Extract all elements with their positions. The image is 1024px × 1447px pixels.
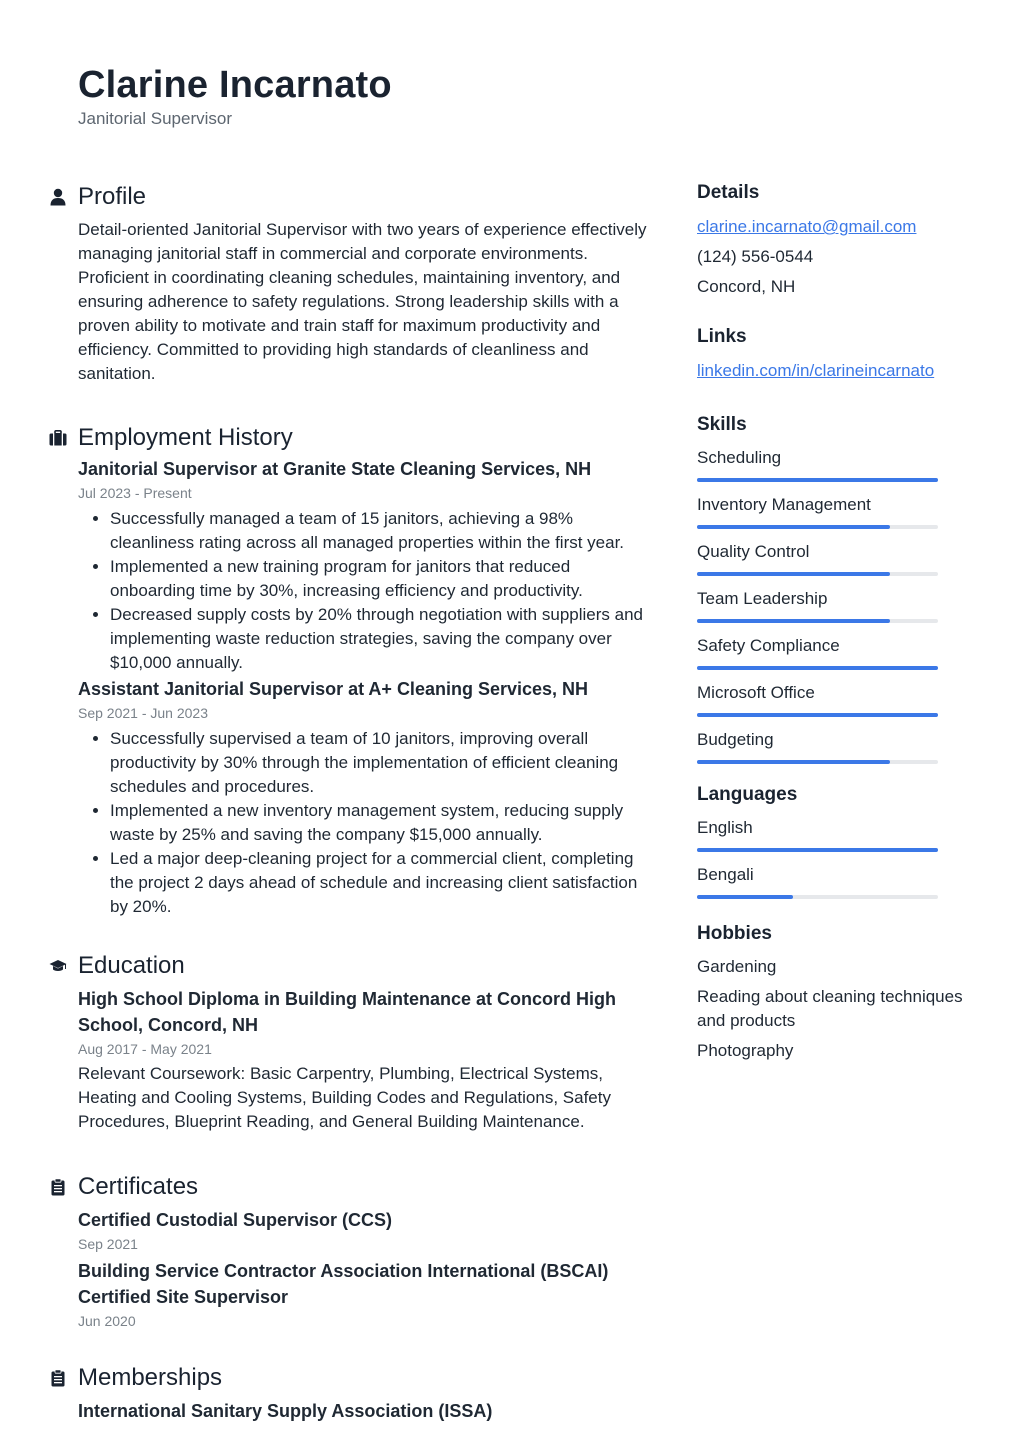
language-label: English bbox=[697, 818, 753, 837]
skill-item bbox=[697, 634, 987, 670]
certificate-title: Certified Custodial Supervisor (CCS) bbox=[78, 1210, 393, 1230]
language-item bbox=[697, 816, 987, 852]
skill-level-track bbox=[697, 525, 938, 529]
profile-text: Detail-oriented Janitorial Supervisor with two years of experience effectively managing janitorial staff in commercial and corporate environments. Proficient in coordinating cleaning schedules, maintaining inventory, and ensuring adherence to safety regulations. Strong leadership skills with a proven ability to motivate and train staff for maximum productivity and efficiency. Committed to providing high standards of cleanliness and sanitation. bbox=[78, 220, 647, 383]
skill-item bbox=[697, 728, 987, 764]
list-item: • Led a major deep-cleaning project for a commercial client, completing the project 2 days ahead of schedule and increasing client satisfaction by 20%. bbox=[110, 847, 648, 919]
list-item: • Implemented a new training program for janitors that reduced onboarding time by 30%, increasing efficiency and productivity. bbox=[110, 555, 648, 603]
job-date: Jul 2023 - Present bbox=[78, 485, 192, 501]
details-heading: Details bbox=[697, 182, 760, 203]
list-item: • Successfully supervised a team of 10 janitors, improving overall productivity by 30% through the implementation of efficient cleaning schedules and procedures. bbox=[110, 727, 648, 799]
skills-heading: Skills bbox=[697, 414, 747, 435]
list-item: • Implemented a new inventory management system, reducing supply waste by 25% and saving the company $15,000 annually. bbox=[110, 799, 648, 847]
certificates-heading: Certificates bbox=[78, 1173, 199, 1200]
hobbies-heading: Hobbies bbox=[697, 923, 772, 944]
job-entry bbox=[78, 456, 648, 675]
employment-heading: Employment History bbox=[78, 424, 293, 451]
skill-label: Team Leadership bbox=[697, 589, 828, 608]
languages-heading: Languages bbox=[697, 784, 798, 805]
skill-label: Scheduling bbox=[697, 448, 782, 467]
employment-section bbox=[48, 421, 648, 919]
main-column bbox=[48, 180, 648, 1424]
memberships-section bbox=[48, 1361, 648, 1424]
location-text: Concord, NH bbox=[697, 277, 796, 296]
skill-item bbox=[697, 493, 987, 529]
language-level-track bbox=[697, 848, 938, 852]
education-title: High School Diploma in Building Maintenance at Concord High School, Concord, NH bbox=[78, 989, 617, 1035]
linkedin-link[interactable]: linkedin.com/in/clarineincarnato bbox=[697, 361, 935, 380]
education-section bbox=[48, 949, 648, 1134]
clipboard-icon bbox=[48, 1368, 68, 1388]
skill-level-fill bbox=[697, 760, 890, 764]
hobby-item: Reading about cleaning techniques and products bbox=[697, 987, 963, 1030]
skills-section bbox=[697, 412, 987, 764]
profile-section bbox=[48, 180, 648, 386]
profile-heading: Profile bbox=[78, 183, 147, 210]
links-heading: Links bbox=[697, 326, 747, 347]
job-entry bbox=[78, 676, 648, 919]
skill-level-track bbox=[697, 572, 938, 576]
languages-section bbox=[697, 782, 987, 899]
education-date: Aug 2017 - May 2021 bbox=[78, 1041, 212, 1057]
skill-level-fill bbox=[697, 666, 938, 670]
certificate-date: Sep 2021 bbox=[78, 1236, 138, 1252]
job-title: Janitorial Supervisor at Granite State Cleaning Services, NH bbox=[78, 459, 592, 479]
details-section bbox=[697, 180, 987, 302]
job-title: Assistant Janitorial Supervisor at A+ Cleaning Services, NH bbox=[78, 679, 589, 699]
candidate-title: Janitorial Supervisor bbox=[78, 109, 233, 128]
skill-item bbox=[697, 681, 987, 717]
skill-label: Safety Compliance bbox=[697, 636, 840, 655]
phone-text: (124) 556-0544 bbox=[697, 247, 814, 266]
briefcase-icon bbox=[48, 428, 68, 448]
certificates-section bbox=[48, 1170, 648, 1331]
skill-level-track bbox=[697, 478, 938, 482]
certificate-date: Jun 2020 bbox=[78, 1313, 136, 1329]
skill-level-track bbox=[697, 760, 938, 764]
skill-level-track bbox=[697, 619, 938, 623]
resume-header bbox=[78, 62, 392, 130]
clipboard-icon bbox=[48, 1177, 68, 1197]
email-link[interactable]: clarine.incarnato@gmail.com bbox=[697, 217, 917, 236]
language-level-fill bbox=[697, 848, 938, 852]
job-bullets bbox=[78, 507, 648, 675]
links-section bbox=[697, 324, 987, 386]
membership-title: International Sanitary Supply Association (ISSA) bbox=[78, 1401, 493, 1421]
education-heading: Education bbox=[78, 952, 185, 979]
skill-label: Microsoft Office bbox=[697, 683, 815, 702]
skill-label: Budgeting bbox=[697, 730, 774, 749]
job-date: Sep 2021 - Jun 2023 bbox=[78, 705, 208, 721]
graduation-cap-icon bbox=[48, 956, 68, 976]
skill-item bbox=[697, 540, 987, 576]
skill-level-track bbox=[697, 713, 938, 717]
language-level-fill bbox=[697, 895, 793, 899]
person-icon bbox=[48, 187, 68, 207]
skill-item bbox=[697, 446, 987, 482]
hobbies-section bbox=[697, 921, 987, 1063]
skill-level-fill bbox=[697, 572, 890, 576]
language-level-track bbox=[697, 895, 938, 899]
skill-level-track bbox=[697, 666, 938, 670]
hobby-item: Photography bbox=[697, 1041, 794, 1060]
certificate-title: Building Service Contractor Association International (BSCAI) Certified Site Supervisor bbox=[78, 1261, 609, 1307]
skill-item bbox=[697, 587, 987, 623]
language-item bbox=[697, 863, 987, 899]
list-item: • Successfully managed a team of 15 janitors, achieving a 98% cleanliness rating across all managed properties within the first year. bbox=[110, 507, 648, 555]
language-label: Bengali bbox=[697, 865, 754, 884]
hobby-item: Gardening bbox=[697, 957, 777, 976]
memberships-heading: Memberships bbox=[78, 1364, 223, 1391]
skill-label: Quality Control bbox=[697, 542, 810, 561]
skill-level-fill bbox=[697, 478, 938, 482]
skill-level-fill bbox=[697, 713, 938, 717]
education-text: Relevant Coursework: Basic Carpentry, Plumbing, Electrical Systems, Heating and Cooling Systems, Building Codes and Regulations, Safety Procedures, Blueprint Reading, and General Building Maintenance. bbox=[78, 1064, 611, 1131]
sidebar-column bbox=[697, 180, 987, 1069]
skill-label: Inventory Management bbox=[697, 495, 871, 514]
list-item: • Decreased supply costs by 20% through negotiation with suppliers and implementing waste reduction strategies, saving the company over $10,000 annually. bbox=[110, 603, 648, 675]
job-bullets bbox=[78, 727, 648, 919]
candidate-name: Clarine Incarnato bbox=[78, 64, 392, 106]
skill-level-fill bbox=[697, 525, 890, 529]
skill-level-fill bbox=[697, 619, 890, 623]
